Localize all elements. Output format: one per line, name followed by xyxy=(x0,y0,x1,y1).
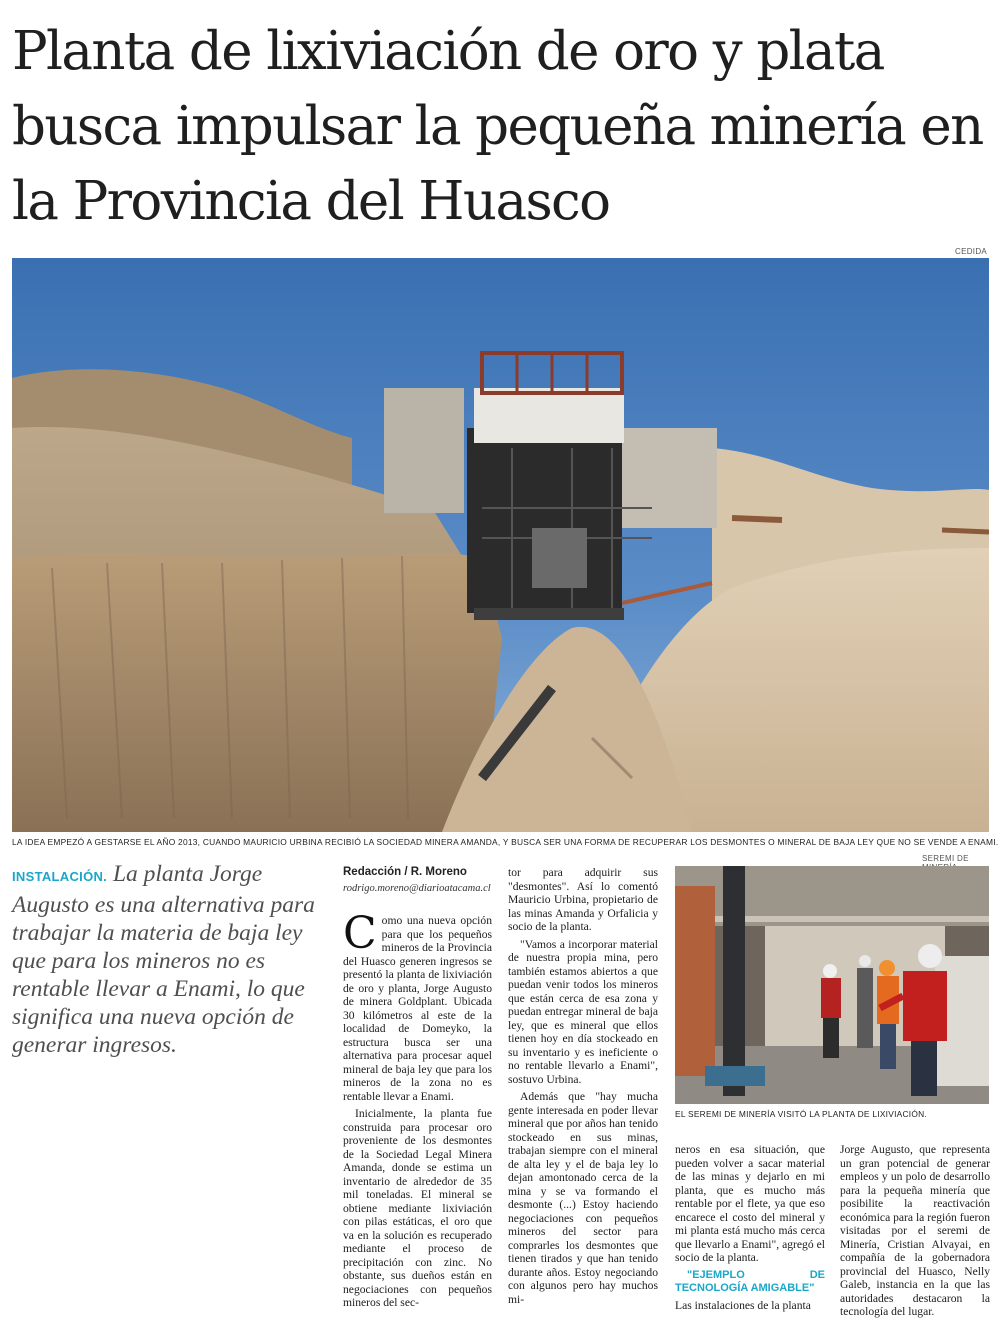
main-photo xyxy=(12,258,989,832)
side-photo-credit: SEREMI DE xyxy=(922,854,969,863)
paragraph xyxy=(343,908,492,1103)
article-column-2 xyxy=(508,866,658,1310)
side-photo xyxy=(675,866,989,1104)
dropcap: C xyxy=(343,908,377,959)
paragraph: tor para adquirir sus "desmontes". Así lo comentó Mauricio Urbina, propietario de las minas Amanda y Orfalicia y socio de la planta. xyxy=(508,866,658,933)
seremi-visit-photo xyxy=(675,866,989,1104)
paragraph-text: omo una nueva opción para que los pequeños mineros de la Provincia del Huasco generen ingresos se presentó la planta de lixiviación de oro y planta, Jorge Augusto de minera Goldplant. Ubicada 30 kilómetros al este de la localidad de Domeyko, la estructura busca ser una alternativa para procesar aquel mineral de baja ley que para los mineros de la zona no es rentable llevar a Enami. xyxy=(343,914,492,1103)
paragraph: Las instalaciones de la planta xyxy=(675,1298,811,1312)
main-photo-caption: LA IDEA EMPEZÓ A GESTARSE EL AÑO 2013, CUANDO MAURICIO URBINA RECIBIÓ LA SOCIEDAD MINERA AMANDA, Y BUSCA SER UNA FORMA DE RECUPERAR LOS DESMONTES O MINERAL DE BAJA LEY QUE NO SE VENDE A ENAMI. xyxy=(12,837,999,847)
byline-email: rodrigo.moreno@diarioatacama.cl xyxy=(343,883,491,894)
photo-credit-main: CEDIDA xyxy=(955,247,988,256)
side-photo-caption: EL SEREMI DE MINERÍA VISITÓ LA PLANTA DE LIXIVIACIÓN. xyxy=(675,1109,928,1119)
paragraph: "Vamos a incorporar material de nuestra propia mina, pero también estamos abiertos a que puedan venir todos los mineros que están cerca de esa zona y puedan entregar mineral de baja ley, que es mineral que ellos tienen hoy en día stockeado en su inventario y es ineficiente o no rentable llevarlo a Enami", sostuvo Urbina. xyxy=(508,937,658,1086)
mining-plant-photo xyxy=(12,258,989,832)
article-column-3 xyxy=(675,1143,825,1316)
headline: Planta de lixiviación de oro y plata busca impulsar la pequeña minería en la Provincia del Huasco xyxy=(12,21,983,232)
article-column-1 xyxy=(343,908,492,1314)
lead-paragraph xyxy=(12,860,318,1059)
lead-text: La planta Jorge Augusto es una alternativa para trabajar la materia de baja ley que para los mineros no es rentable llevar a Enami, lo que significa una nueva opción de generar ingresos. xyxy=(12,861,315,1058)
lead-kicker: INSTALACIÓN. xyxy=(12,869,108,884)
byline-author: Redacción / R. Moreno xyxy=(343,866,467,878)
paragraph: Además que "hay mucha gente interesada en poder llevar mineral que por años han tenido stockeado en sus minas, trabajan siempre con el mineral de alta ley y el de baja ley lo dejan amontonado cerca de la mina y se va formando el desmonte (...) Estoy haciendo negociaciones con pequeños mineros del sector para comprarles los desmontes que tienen tirados y que han tenido durante años. Estoy negociando con algunos pero hay muchos mi- xyxy=(508,1090,658,1306)
subheading: "EJEMPLO DE TECNOLOGÍA AMIGABLE" xyxy=(675,1268,825,1294)
article-column-4 xyxy=(840,1143,990,1323)
paragraph: Jorge Augusto, que representa un gran potencial de generar empleos y un polo de desarrollo para la pequeña minería que posibilite la reactivación económica para la región fueron visitadas por el seremi de Minería, Cristian Alvayai, en compañía de la gobernadora provincial del Huasco, Nelly Galeb, instancia en la que las autoridades destacaron la tecnología del lugar. xyxy=(840,1143,990,1318)
paragraph: neros en esa situación, que pueden volver a sacar material de las minas y dejarlo en mi planta, que es mucho más rentable por el flete, ya que eso encarece el costo del mineral y mi planta está mucho más cerca que llevarlo a Enami", agregó el socio de la planta. xyxy=(675,1143,825,1264)
paragraph: Inicialmente, la planta fue construida para procesar oro proveniente de los desmontes de la Sociedad Legal Minera Amanda, donde se estima un inventario de alrededor de 35 mil toneladas. El mineral se obtiene mediante lixiviación con pilas estáticas, el oro que va en la solución es recuperado mediante el proceso de precipitación con zinc. No obstante, sus dueños están en negociaciones con pequeños mineros del sec- xyxy=(343,1107,492,1309)
